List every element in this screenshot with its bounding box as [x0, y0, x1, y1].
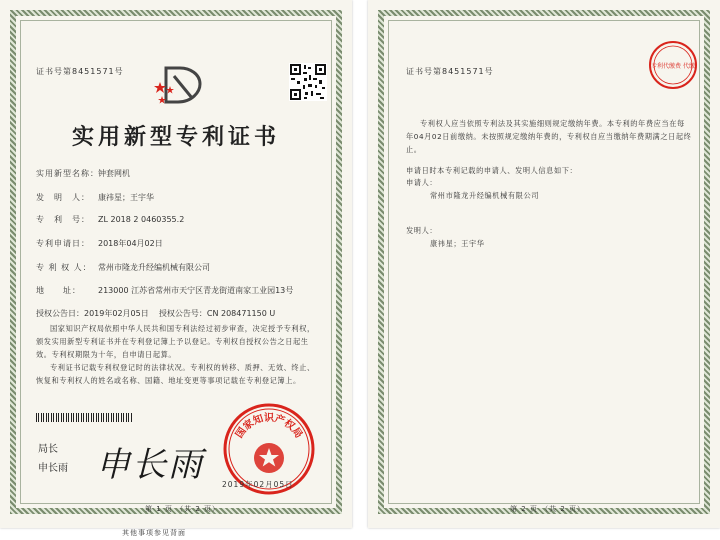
certificate-page-2 — [368, 0, 720, 528]
director-title: 局长 — [38, 444, 58, 455]
certificate-page-1 — [0, 0, 352, 528]
field-label: 专利申请日： — [36, 239, 90, 248]
fee-seal-text: 专利代缴费 代缴 — [651, 63, 695, 70]
certificate-number: 证书号第8451571号 — [406, 67, 494, 76]
field-patent-number — [36, 214, 184, 225]
grant-line — [36, 308, 275, 319]
field-label: 实用新型名称： — [36, 169, 99, 178]
svg-text:国家知识产权局 — [232, 411, 305, 440]
field-label: 专 利 权 人： — [36, 263, 92, 272]
seal-text: 国家知识产权局 — [234, 413, 304, 441]
qr-code — [289, 63, 327, 101]
field-value: 213000 江苏省常州市天宁区青龙街道南家工业园13号 — [98, 286, 294, 295]
field-name — [36, 168, 130, 179]
inventor-label: 发明人： — [406, 226, 438, 235]
field-value: 钟套网机 — [98, 169, 130, 178]
fee-seal — [648, 40, 698, 90]
field-patentee — [36, 262, 210, 273]
field-address — [36, 285, 293, 296]
field-value: 康祎星；王宇华 — [98, 193, 154, 202]
field-label: 专 利 号： — [36, 215, 90, 224]
field-value: 常州市隆龙升经编机械有限公司 — [98, 263, 210, 272]
certificate-number: 证书号第8451571号 — [36, 67, 124, 76]
grant-date-label: 授权公告日： — [36, 309, 84, 318]
certificate-title: 实用新型专利证书 — [71, 124, 280, 150]
director-signature: 申长雨 — [96, 445, 204, 485]
inner-border — [388, 20, 700, 504]
field-filing-date — [36, 238, 163, 249]
field-value: ZL 2018 2 0460355.2 — [98, 215, 185, 224]
field-label: 发 明 人： — [36, 193, 90, 202]
inventor-value: 康祎星；王宇华 — [430, 239, 485, 248]
field-inventor — [36, 192, 154, 203]
page-number: 第 1 页 （共 2 页） — [145, 505, 221, 513]
cnipa-logo-icon — [152, 62, 208, 106]
record-paragraph: 专利证书记载专利权登记时的法律状况。专利权的转移、质押、无效、终止、恢复和专利权人的姓名或名称、国籍、地址变更等事项记载在专利登记簿上。 — [36, 363, 315, 385]
info-title: 申请日时本专利记载的申请人、发明人信息如下： — [406, 166, 578, 175]
grant-number-label: 授权公告号： — [158, 309, 207, 318]
applicant-label: 申请人： — [406, 178, 438, 187]
field-label: 地 址： — [36, 286, 81, 295]
annual-fee-paragraph: 专利权人应当依照专利法及其实施细则规定缴纳年费。本专利的年费应当在每年04月02日前缴纳。未按照规定缴纳年费的，专利权自应当缴纳年费期满之日起终止。 — [406, 119, 692, 154]
page-number: 第 2 页 （共 2 页） — [510, 505, 586, 513]
barcode — [36, 413, 132, 422]
seal-date: 2019年02月05日 — [222, 480, 294, 489]
applicant-value: 常州市隆龙升经编机械有限公司 — [430, 191, 540, 200]
director-name: 申长雨 — [38, 463, 68, 474]
grant-date: 2019年02月05日 — [84, 309, 149, 318]
grant-number: CN 208471150 U — [206, 309, 276, 318]
back-note: 其他事项参见背面 — [122, 529, 186, 537]
field-value: 2018年04月02日 — [98, 239, 163, 248]
grant-paragraph: 国家知识产权局依照中华人民共和国专利法经过初步审查，决定授予专利权，颁发实用新型专利证书并在专利登记簿上予以登记。专利权自授权公告之日起生效。专利权期限为十年，自申请日起算。 — [36, 324, 315, 359]
